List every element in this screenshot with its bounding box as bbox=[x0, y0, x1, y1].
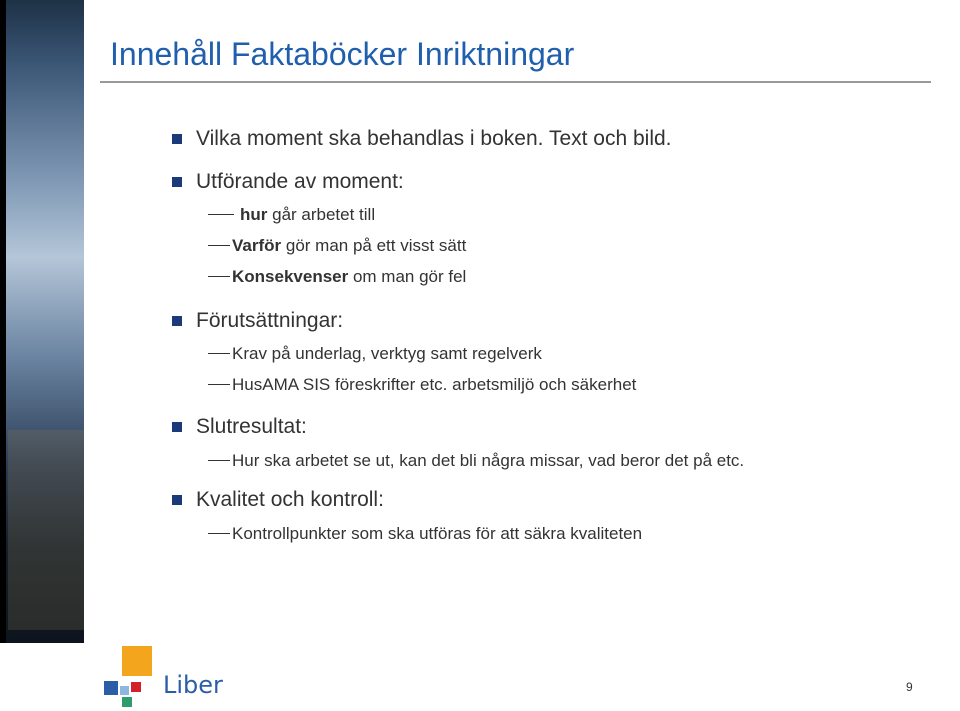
sub-item bbox=[208, 205, 375, 225]
sub-item-text: Hur ska arbetet se ut, kan det bli några missar, vad beror det på etc. bbox=[232, 451, 745, 470]
sub-item-bold: Varför bbox=[232, 236, 282, 255]
sub-item-text: HusAMA SIS föreskrifter etc. arbetsmiljö och säkerhet bbox=[232, 375, 637, 394]
dash-bullet-icon bbox=[208, 460, 230, 462]
sub-item bbox=[208, 375, 636, 395]
sub-item-text: Krav på underlag, verktyg samt regelverk bbox=[232, 344, 542, 363]
square-bullet-icon bbox=[172, 316, 182, 326]
bullet-text: Förutsättningar: bbox=[196, 309, 344, 332]
sub-item bbox=[208, 236, 466, 256]
slide-title: Innehåll Faktaböcker Inriktningar bbox=[110, 36, 575, 72]
sub-item bbox=[208, 524, 642, 544]
sub-item-text: gör man på ett visst sätt bbox=[281, 236, 467, 255]
dash-bullet-icon bbox=[208, 214, 234, 216]
dash-bullet-icon bbox=[208, 276, 230, 278]
square-bullet-icon bbox=[172, 134, 182, 144]
sub-item bbox=[208, 451, 744, 471]
dash-bullet-icon bbox=[208, 245, 230, 247]
bullet-text: Vilka moment ska behandlas i boken. Text och bild. bbox=[196, 127, 672, 150]
liber-logo-icon bbox=[100, 646, 160, 708]
bullet-text: Utförande av moment: bbox=[196, 170, 404, 193]
sub-item-text: Kontrollpunkter som ska utföras för att säkra kvaliteten bbox=[232, 524, 643, 543]
sub-item bbox=[208, 267, 466, 287]
square-bullet-icon bbox=[172, 495, 182, 505]
bullet-text: Slutresultat: bbox=[196, 415, 307, 438]
sub-item-text: går arbetet till bbox=[267, 205, 376, 224]
logo-text: Liber bbox=[163, 671, 223, 699]
dash-bullet-icon bbox=[208, 384, 230, 386]
dash-bullet-icon bbox=[208, 353, 230, 355]
page-number: 9 bbox=[906, 680, 913, 694]
sub-item-bold: Konsekvenser bbox=[232, 267, 349, 286]
sub-item bbox=[208, 344, 542, 364]
dash-bullet-icon bbox=[208, 533, 230, 535]
square-bullet-icon bbox=[172, 422, 182, 432]
sub-item-bold: hur bbox=[240, 205, 268, 224]
sub-item-text: om man gör fel bbox=[348, 267, 467, 286]
bullet-text: Kvalitet och kontroll: bbox=[196, 488, 384, 511]
square-bullet-icon bbox=[172, 177, 182, 187]
